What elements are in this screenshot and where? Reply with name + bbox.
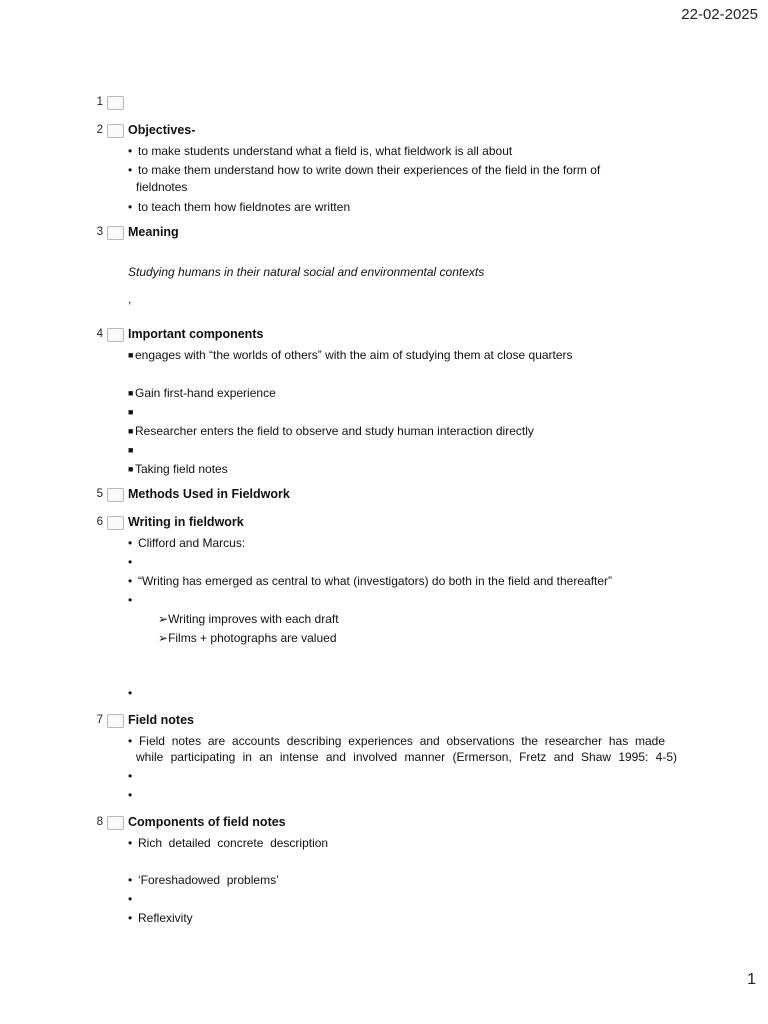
slide-title: Important components — [128, 327, 264, 341]
slide-thumbnail[interactable] — [107, 328, 124, 342]
bullet-item: ■ Taking field notes — [128, 462, 228, 476]
slide-title: Components of field notes — [128, 815, 286, 829]
bullet-item: • to teach them how fieldnotes are written — [128, 200, 351, 214]
slide-thumbnail[interactable] — [107, 516, 124, 530]
bullet-item: • — [128, 593, 133, 607]
slide-number: 5 — [96, 488, 103, 500]
slide-title: Objectives- — [128, 123, 196, 137]
slide-thumbnail[interactable] — [107, 96, 124, 110]
slide-number: 2 — [96, 124, 103, 136]
slide-thumbnail[interactable] — [107, 816, 124, 830]
bullet-item: • to make students understand what a field is, what fieldwork is all about — [128, 144, 513, 158]
bullet-item: ■ — [128, 445, 134, 455]
bullet-item: • Reflexivity — [128, 911, 193, 925]
slide-thumbnail[interactable] — [107, 124, 124, 138]
slide-number: 1 — [96, 96, 103, 108]
slide-number: 4 — [96, 328, 103, 340]
bullet-item: • to make them understand how to write down their experiences of the field in the form of — [128, 163, 601, 177]
bullet-item: ■ Gain first-hand experience — [128, 386, 276, 400]
bullet-item: • — [128, 555, 133, 569]
slide-number: 8 — [96, 816, 103, 828]
slide-number: 7 — [96, 714, 103, 726]
bullet-continuation: while participating in an intense and involved manner (Ermerson, Fretz and Shaw 1995: 4-5) — [136, 750, 677, 764]
slide-title: Meaning — [128, 225, 179, 239]
bullet-continuation: fieldnotes — [136, 180, 188, 194]
bullet-item: • “Writing has emerged as central to what (investigators) do both in the field and thereafter” — [128, 574, 613, 588]
slide-number: 6 — [96, 516, 103, 528]
bullet-item: ■ — [128, 407, 134, 417]
bullet-item: • Rich detailed concrete description — [128, 836, 329, 850]
page-number: 1 — [747, 971, 756, 988]
slide-thumbnail[interactable] — [107, 226, 124, 240]
bullet-item: ■ engages with “the worlds of others” with the aim of studying them at close quarters — [128, 348, 573, 362]
slide-title: Writing in fieldwork — [128, 515, 244, 529]
bullet-item: • Clifford and Marcus: — [128, 536, 246, 550]
slide-title: Methods Used in Fieldwork — [128, 487, 290, 501]
bullet-item: • ‘Foreshadowed problems’ — [128, 873, 279, 887]
bullet-item: • — [128, 769, 133, 783]
bullet-item: • — [128, 788, 133, 802]
sub-bullet-item: ➢Films + photographs are valued — [158, 631, 337, 645]
bullet-item: • — [128, 892, 133, 906]
slide-thumbnail[interactable] — [107, 714, 124, 728]
bullet-item: • Field notes are accounts describing experiences and observations the researcher has made — [128, 734, 665, 748]
slide-title: Field notes — [128, 713, 194, 727]
slide-thumbnail[interactable] — [107, 488, 124, 502]
sub-bullet-item: ➢Writing improves with each draft — [158, 612, 339, 626]
definition-text: Studying humans in their natural social and environmental contexts — [128, 265, 485, 279]
bullet-item: ■ Researcher enters the field to observe and study human interaction directly — [128, 424, 534, 438]
bullet-item: • — [128, 686, 133, 700]
stray-mark: , — [128, 292, 132, 306]
slide-number: 3 — [96, 226, 103, 238]
date-label: 22-02-2025 — [681, 6, 758, 23]
